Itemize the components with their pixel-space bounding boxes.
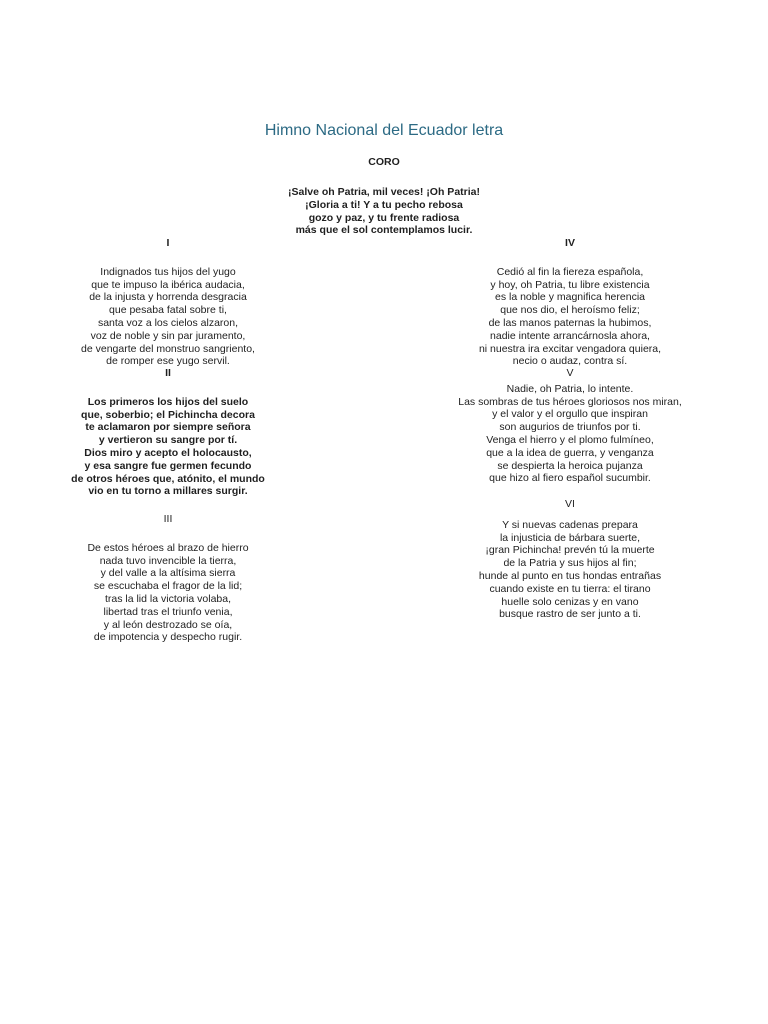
coro-line: ¡Salve oh Patria, mil veces! ¡Oh Patria! [288, 186, 480, 198]
stanza-numeral: II [165, 367, 171, 379]
verse-line: y vertieron su sangre por tí. [98, 434, 238, 447]
verse-line: nada tuvo invencible la tierra, [99, 554, 237, 567]
page-title: Himno Nacional del Ecuador letra [264, 122, 504, 139]
verse-line: de la Patria y sus hijos al fin; [503, 557, 637, 570]
stanza-i [33, 237, 303, 368]
verse-line: es la noble y magnifica herencia [494, 291, 645, 304]
coro-line: gozo y paz, y tu frente radiosa [308, 211, 460, 224]
verse-line: Nadie, oh Patria, lo intente. [506, 382, 634, 395]
stanza-iii [33, 513, 303, 644]
stanza-numeral: III [163, 513, 173, 525]
verse-line: son augurios de triunfos por ti. [499, 421, 641, 434]
coro-stanza [0, 186, 768, 237]
verse-line: te aclamaron por siempre señora [85, 421, 251, 434]
verse-line: y hoy, oh Patria, tu libre existencia [490, 278, 650, 291]
stanza-numeral: IV [565, 237, 575, 249]
verse-line: que hizo al fiero español sucumbir. [489, 472, 651, 485]
verse-line: huelle solo cenizas y en vano [501, 595, 639, 608]
stanza-iv [435, 237, 705, 368]
stanza-numeral: I [166, 237, 170, 249]
stanza-numeral: VI [565, 498, 575, 510]
verse-line: Venga el hierro y el plomo fulmíneo, [486, 433, 654, 446]
verse-line: que nos dio, el heroísmo feliz; [500, 304, 640, 317]
verse-line: libertad tras el triunfo venia, [103, 605, 233, 618]
verse-line: que, soberbio; el Pichincha decora [81, 408, 255, 421]
verse-line: y el valor y el orgullo que inspiran [492, 408, 648, 421]
verse-line: de las manos paternas la hubimos, [488, 316, 652, 329]
verse-line: voz de noble y sin par juramento, [90, 329, 246, 342]
verse-line: y del valle a la altísima sierra [100, 567, 236, 580]
verse-line: y al león destrozado se oía, [103, 618, 233, 631]
verse-line: que te impuso la ibérica audacia, [91, 278, 245, 291]
verse-line: de vengarte del monstruo sangriento, [81, 342, 255, 355]
verse-line: Dios miro y acepto el holocausto, [84, 446, 252, 459]
coro-line: ¡Gloria a ti! Y a tu pecho rebosa [305, 198, 463, 211]
verse-line: santa voz a los cielos alzaron, [97, 316, 239, 329]
verse-line: se despierta la heroica pujanza [497, 459, 643, 472]
verse-line: Los primeros los hijos del suelo [87, 395, 249, 408]
verse-line: la injusticia de bárbara suerte, [499, 531, 641, 544]
verse-line: ni nuestra ira excitar vengadora quiera, [478, 342, 662, 355]
verse-line: Las sombras de tus héroes gloriosos nos miran, [458, 395, 682, 408]
verse-line: ¡gran Pichincha! prevén tú la muerte [485, 544, 655, 557]
verse-line: que pesaba fatal sobre ti, [109, 304, 227, 317]
stanza-numeral: V [566, 367, 574, 379]
verse-line: nadie intente arrancárnosla ahora, [490, 329, 650, 342]
coro-heading: CORO [368, 156, 400, 168]
verse-line: necio o audaz, contra sí. [512, 355, 628, 368]
verse-line: Indignados tus hijos del yugo [100, 265, 236, 278]
verse-line: que a la idea de guerra, y venganza [486, 446, 654, 459]
verse-line: vio en tu torno a millares surgir. [88, 485, 248, 498]
stanza-vi [435, 498, 705, 621]
stanza-v [435, 367, 705, 485]
verse-line: hunde al punto en tus hondas entrañas [478, 569, 662, 582]
verse-line: de otros héroes que, atónito, el mundo [71, 472, 265, 485]
verse-line: cuando existe en tu tierra: el tirano [489, 582, 651, 595]
stanza-ii [33, 367, 303, 498]
verse-line: de romper ese yugo servil. [106, 355, 230, 368]
verse-line: se escuchaba el fragor de la lid; [93, 580, 243, 593]
verse-line: Cedió al fin la fiereza española, [496, 265, 644, 278]
coro-line: más que el sol contemplamos lucir. [295, 224, 473, 237]
verse-line: de impotencia y despecho rugir. [93, 631, 243, 644]
verse-line: De estos héroes al brazo de hierro [87, 541, 249, 554]
verse-line: busque rastro de ser junto a ti. [499, 608, 641, 621]
verse-line: Y si nuevas cadenas prepara [502, 518, 638, 531]
verse-line: y esa sangre fue germen fecundo [84, 459, 252, 472]
verse-line: tras la lid la victoria volaba, [104, 592, 232, 605]
verse-line: de la injusta y horrenda desgracia [89, 291, 247, 304]
